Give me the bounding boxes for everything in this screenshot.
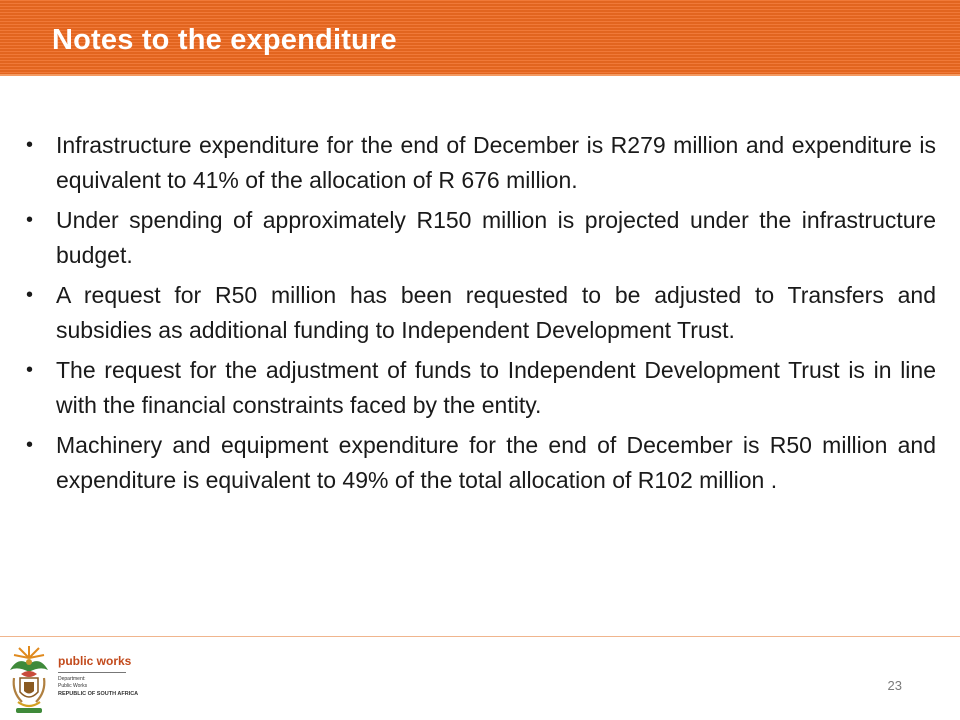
department-logo	[6, 644, 156, 718]
bullet-icon: •	[26, 434, 34, 456]
bullet-icon: •	[26, 209, 34, 231]
list-item	[24, 128, 936, 198]
page-title: Notes to the expenditure	[52, 24, 397, 56]
list-item	[24, 203, 936, 273]
logo-brand-text: public works	[58, 654, 132, 668]
bullet-icon: •	[26, 359, 34, 381]
title-bar	[0, 0, 960, 76]
logo-department-label: Department:	[58, 676, 86, 682]
list-item	[24, 353, 936, 423]
bullet-text: Machinery and equipment expenditure for the end of December is R50 million and expenditure is equivalent to 49% of the total allocation of R102 million .	[56, 432, 936, 493]
bullet-text: A request for R50 million has been requested to be adjusted to Transfers and subsidies as additional funding to Independent Development Trust.	[56, 282, 936, 343]
page-number: 23	[887, 678, 902, 693]
logo-country: REPUBLIC OF SOUTH AFRICA	[58, 691, 139, 697]
bullet-icon: •	[26, 134, 34, 156]
bullet-text: Infrastructure expenditure for the end of December is R279 million and expenditure is equivalent to 41% of the allocation of R 676 million.	[56, 132, 936, 193]
logo-department-name: Public Works	[58, 683, 88, 689]
bullet-icon: •	[26, 284, 34, 306]
bullet-text: The request for the adjustment of funds to Independent Development Trust is in line with the financial constraints faced by the entity.	[56, 357, 936, 418]
footer-divider	[0, 636, 960, 637]
bullet-list	[24, 128, 936, 503]
bullet-text: Under spending of approximately R150 million is projected under the infrastructure budget.	[56, 207, 936, 268]
list-item	[24, 428, 936, 498]
coat-of-arms-icon	[6, 644, 52, 716]
list-item	[24, 278, 936, 348]
logo-divider	[58, 672, 126, 673]
